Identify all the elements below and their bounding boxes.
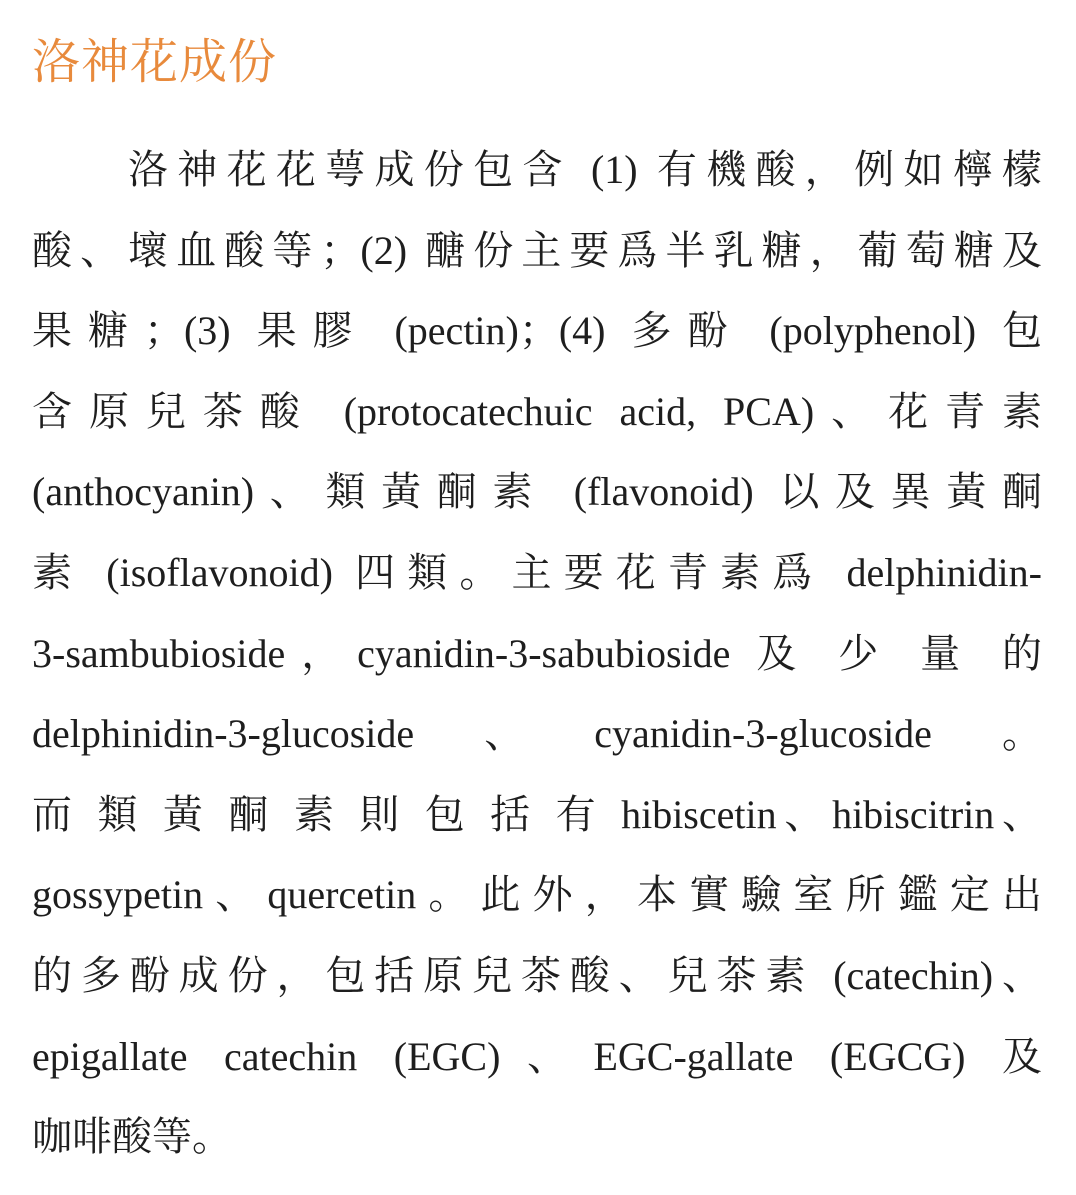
paragraph-line: 3-sambubioside，cyanidin-3-sabubioside 及 少 量 的 xyxy=(32,630,1042,676)
paragraph-line: 含原兒茶酸 (protocatechuic acid, PCA)、花青素 xyxy=(32,388,1042,434)
paragraph-line: 咖啡酸等。 xyxy=(32,1114,232,1160)
paragraph-line: gossypetin、quercetin。此外，本實驗室所鑑定出 xyxy=(32,872,1042,918)
paragraph-line: epigallate catechin (EGC)、EGC-gallate (EGCG) 及 xyxy=(32,1033,1042,1079)
section-title: 洛神花成份 xyxy=(32,34,278,90)
paragraph-line: 素 (isoflavonoid) 四類。主要花青素爲 delphinidin- xyxy=(32,549,1042,595)
paragraph-line: 果糖；(3) 果膠 (pectin)；(4) 多酚 (polyphenol) 包 xyxy=(32,308,1042,354)
paragraph-line: 酸、壞血酸等；(2) 醣份主要爲半乳糖，葡萄糖及 xyxy=(32,227,1042,273)
paragraph-line: delphinidin-3-glucoside、cyanidin-3-glucoside。 xyxy=(32,711,1042,757)
paragraph-line: 的多酚成份，包括原兒茶酸、兒茶素 (catechin)、 xyxy=(32,952,1042,998)
paragraph-line: 洛神花花萼成份包含 (1) 有機酸，例如檸檬 xyxy=(128,147,1042,192)
paragraph-line: (anthocyanin)、類黃酮素 (flavonoid) 以及異黃酮 xyxy=(32,469,1042,515)
body-paragraph xyxy=(32,130,1042,1178)
paragraph-line: 而 類 黃 酮 素 則 包 括 有 hibiscetin、hibiscitrin、 xyxy=(32,791,1042,837)
